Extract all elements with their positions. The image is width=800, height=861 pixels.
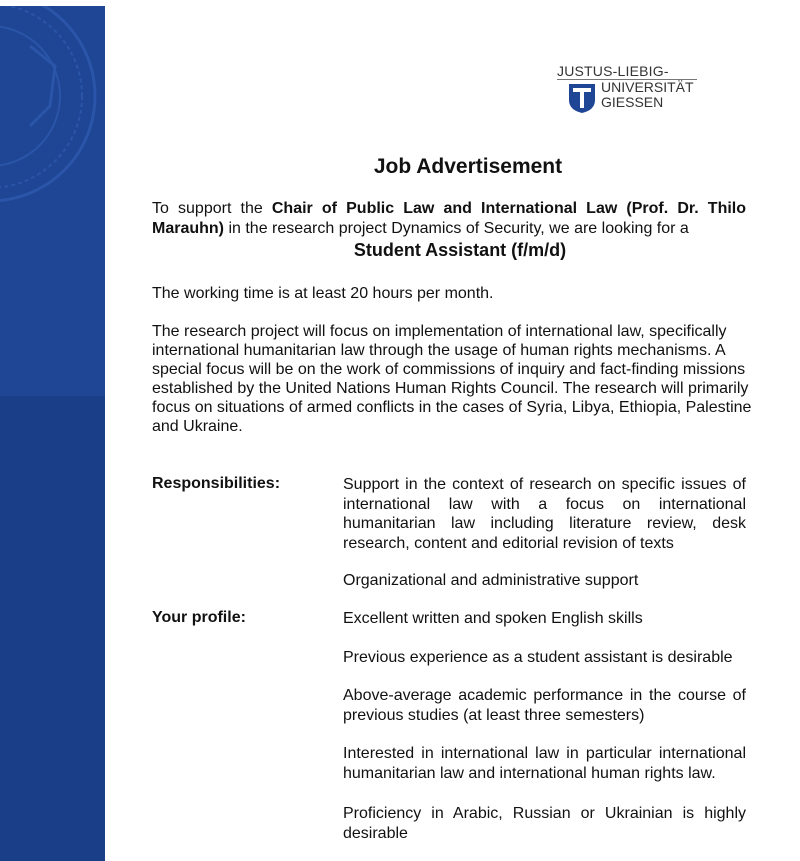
page-title: Job Advertisement [373, 155, 563, 178]
profile-item: Proficiency in Arabic, Russian or Ukrainian is highly desirable [343, 805, 746, 842]
intro-paragraph [152, 199, 746, 239]
position-title: Student Assistant (f/m/d) [353, 240, 567, 260]
responsibilities-label: Responsibilities: [152, 475, 281, 492]
profile-item: Above-average academic performance in the course of previous studies (at least three semesters) [343, 687, 746, 724]
sidebar-band [0, 6, 105, 861]
profile-item: Previous experience as a student assistant is desirable [343, 649, 733, 666]
logo-line-1: JUSTUS-LIEBIG- [557, 63, 669, 79]
intro-lead: To support the [152, 200, 272, 217]
university-seal-watermark [0, 6, 100, 206]
chair-name: Chair of Public Law and International Law (Prof. Dr. Thilo Marauhn) [152, 200, 746, 237]
profile-item: Excellent written and spoken English skills [343, 610, 643, 627]
project-description: The research project will focus on implementation of international law, specifically international humanitarian law through the usage of human rights mechanisms. A special focus will be on the work of commissions of inquiry and fact-finding missions established by the United Nations Human Rights Council. The research will primarily focus on situations of armed conflicts in the cases of Syria, Libya, Ethiopia, Palestine and Ukraine. [152, 323, 752, 435]
working-time: The working time is at least 20 hours per month. [152, 285, 494, 302]
university-logo [553, 60, 703, 120]
responsibility-item: Organizational and administrative support [343, 572, 639, 589]
logo-shield-icon [567, 82, 597, 114]
logo-line-3: GIESSEN [601, 94, 664, 110]
profile-label: Your profile: [152, 609, 246, 626]
sidebar-lower-band [0, 396, 105, 861]
responsibility-item: Support in the context of research on specific issues of international law with a focus on international humanitarian law including literature review, desk research, content and editorial revision of texts [343, 476, 746, 552]
intro-tail: in the research project Dynamics of Security, we are looking for a [224, 220, 689, 237]
logo-line-2: UNIVERSITÄT [601, 79, 694, 95]
profile-item: Interested in international law in particular international humanitarian law and international human rights law. [343, 745, 746, 782]
